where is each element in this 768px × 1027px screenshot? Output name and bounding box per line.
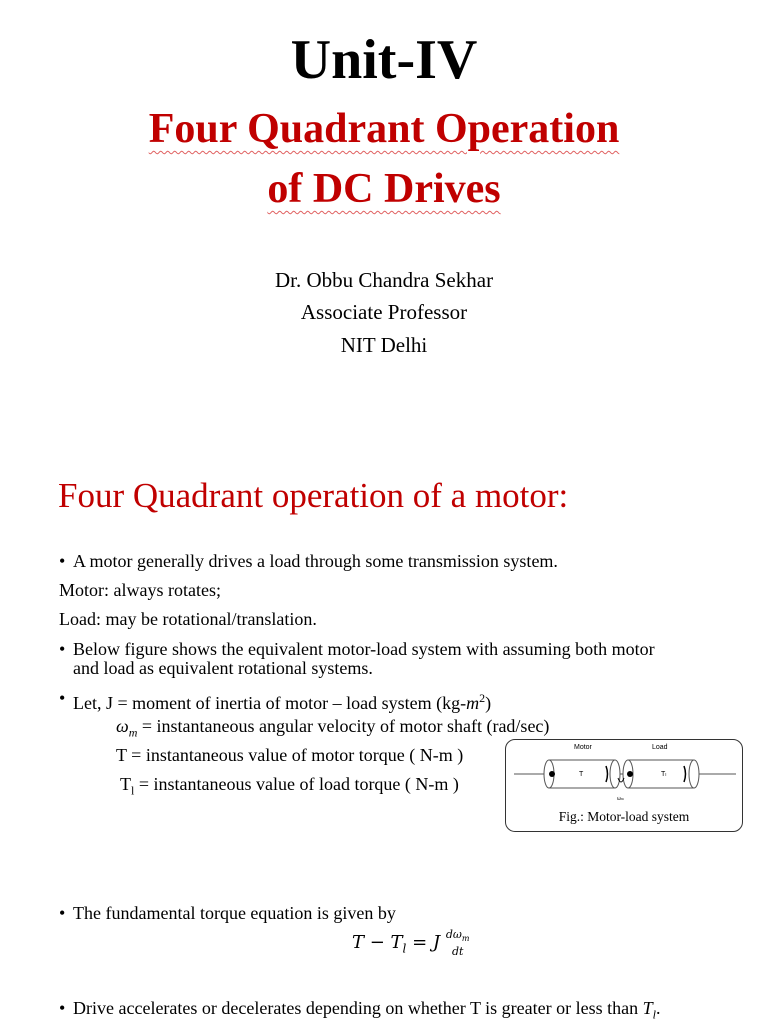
bullet-figure-desc-1: • Below figure shows the equivalent motor-load system with assuming both motor [73, 637, 655, 661]
definition-inertia: • Let, J = moment of inertia of motor – load system $(kg-m^2)$ [73, 686, 491, 715]
motor-shaft-dot [549, 771, 555, 777]
motor-load-diagram [506, 740, 742, 810]
omega-label: ωₘ [617, 796, 625, 802]
motor-torque-label: T [579, 771, 584, 778]
figure-caption: Fig.: Motor-load system [558, 809, 690, 824]
motor-line: Motor: always rotates; [59, 580, 221, 600]
torque-equation: $T - T_l = J$ $d\omega_m$ dt [352, 928, 470, 959]
definition-omega: $\omega_m$ = instantaneous angular velocity of motor shaft (rad/sec) [116, 716, 550, 740]
motor-end-right [610, 760, 620, 788]
bullet-transmission: • A motor generally drives a load through some transmission system. [73, 549, 558, 573]
bullet-figure-desc-2: and load as equivalent rotational systems. [73, 658, 373, 678]
bullet-torque-equation: • The fundamental torque equation is given by [73, 901, 396, 925]
load-torque-label: Tₗ [661, 771, 667, 778]
definition-load-torque: $T_l$ = instantaneous value of load torque ( N-m ) [120, 774, 459, 798]
load-end-right [689, 760, 699, 788]
bullet-acceleration: • Drive accelerates or decelerates depending on whether T is greater or less than $T_l$. [73, 996, 660, 1027]
author-position: Associate Professor [300, 300, 468, 324]
motor-label: Motor [574, 744, 592, 751]
load-shaft-dot [627, 771, 633, 777]
motor-load-figure [505, 739, 743, 832]
author-institution: NIT Delhi [340, 333, 428, 357]
title-line-2: of DC Drives [267, 166, 501, 212]
section-heading: Four Quadrant operation of a motor: [58, 476, 569, 515]
derivative-fraction: $d\omega_m$ dt [445, 928, 470, 959]
unit-title: Unit-IV [290, 29, 478, 91]
title-line-1: Four Quadrant Operation [148, 106, 620, 152]
author-name: Dr. Obbu Chandra Sekhar [274, 268, 494, 292]
load-line: Load: may be rotational/translation. [59, 609, 317, 629]
definition-motor-torque: T = instantaneous value of motor torque ( N-m ) [116, 745, 464, 765]
load-label: Load [652, 744, 668, 751]
